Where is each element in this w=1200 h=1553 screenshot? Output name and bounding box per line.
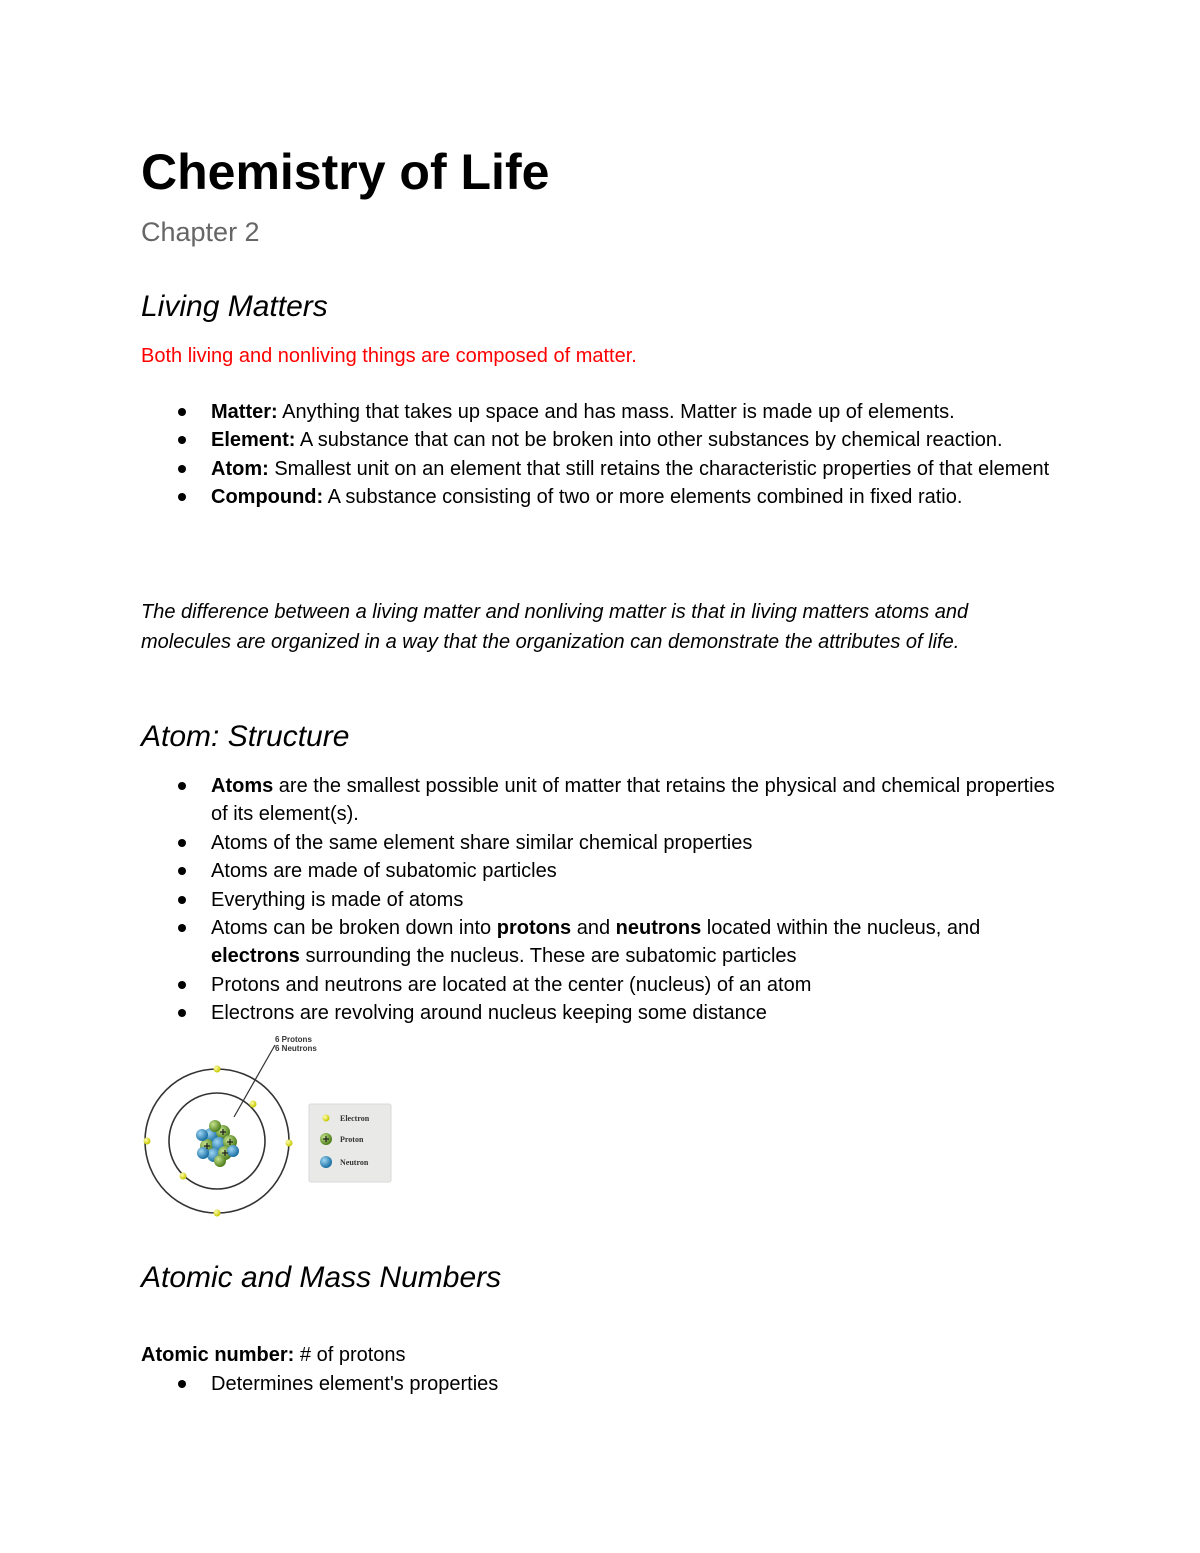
legend-electron-label: Electron: [340, 1114, 370, 1123]
section-heading-atom-structure: Atom: Structure: [141, 720, 350, 753]
electron: [144, 1138, 151, 1145]
callout-neutrons-label: 6 Neutrons: [275, 1044, 317, 1053]
section-heading-atomic-mass-numbers: Atomic and Mass Numbers: [141, 1261, 502, 1294]
list-item: Atoms are made of subatomic particles: [0, 857, 1200, 885]
proton: [209, 1120, 221, 1132]
bullet-icon: [178, 436, 186, 444]
electron: [180, 1173, 187, 1180]
atom-diagram: [141, 1032, 393, 1218]
legend-electron-swatch: [323, 1115, 330, 1122]
bullet-icon: [178, 782, 186, 790]
list-item: Element: A substance that can not be broken into other substances by chemical reaction.: [0, 426, 1200, 454]
list-item: Electrons are revolving around nucleus keeping some distance: [0, 999, 1200, 1027]
electron: [286, 1140, 293, 1147]
bullet-icon: [178, 924, 186, 932]
legend-proton-label: Proton: [340, 1135, 364, 1144]
list-item: Compound: A substance consisting of two or more elements combined in fixed ratio.: [0, 483, 1200, 511]
list-item: Protons and neutrons are located at the center (nucleus) of an atom: [0, 971, 1200, 999]
bullet-icon: [178, 867, 186, 875]
callout-protons-label: 6 Protons: [275, 1035, 312, 1044]
bullet-icon: [178, 1009, 186, 1017]
bullet-icon: [178, 981, 186, 989]
electron: [214, 1066, 221, 1073]
neutron: [196, 1129, 208, 1141]
bullet-icon: [178, 839, 186, 847]
bullet-icon: [178, 465, 186, 473]
bullet-icon: [178, 896, 186, 904]
nucleus: [196, 1120, 239, 1167]
list-item: Atoms can be broken down into protons and neutrons located within the nucleus, and electrons surrounding the nucleus. These are subatomic particles: [0, 914, 1200, 971]
neutron: [227, 1145, 239, 1157]
atomic-number-list: [0, 1370, 1200, 1398]
highlight-sentence: Both living and nonliving things are composed of matter.: [141, 345, 637, 367]
electron: [214, 1210, 221, 1217]
atomic-number-line: Atomic number: # of protons: [141, 1344, 406, 1366]
bullet-icon: [178, 1380, 186, 1388]
legend-neutron-label: Neutron: [340, 1158, 369, 1167]
definitions-list: [0, 398, 1200, 512]
section-heading-living-matters: Living Matters: [141, 290, 328, 323]
legend-neutron-swatch: [320, 1156, 332, 1168]
atom-structure-list: [0, 772, 1200, 1028]
diagram-legend: [309, 1104, 391, 1182]
electron: [250, 1101, 257, 1108]
list-item: Atoms are the smallest possible unit of matter that retains the physical and chemical properties of its element(s).: [0, 772, 1200, 829]
list-item: Everything is made of atoms: [0, 886, 1200, 914]
page-title: Chemistry of Life: [141, 144, 550, 200]
proton: [214, 1155, 226, 1167]
italic-paragraph: The difference between a living matter and nonliving matter is that in living matters atoms and molecules are organized in a way that the organization can demonstrate the attributes of life.: [141, 601, 969, 653]
list-item: Determines element's properties: [0, 1370, 1200, 1398]
bullet-icon: [178, 493, 186, 501]
page-subtitle: Chapter 2: [141, 217, 260, 247]
bullet-icon: [178, 408, 186, 416]
list-item: Atom: Smallest unit on an element that still retains the characteristic properties of that element: [0, 455, 1200, 483]
list-item: Atoms of the same element share similar chemical properties: [0, 829, 1200, 857]
list-item: Matter: Anything that takes up space and has mass. Matter is made up of elements.: [0, 398, 1200, 426]
